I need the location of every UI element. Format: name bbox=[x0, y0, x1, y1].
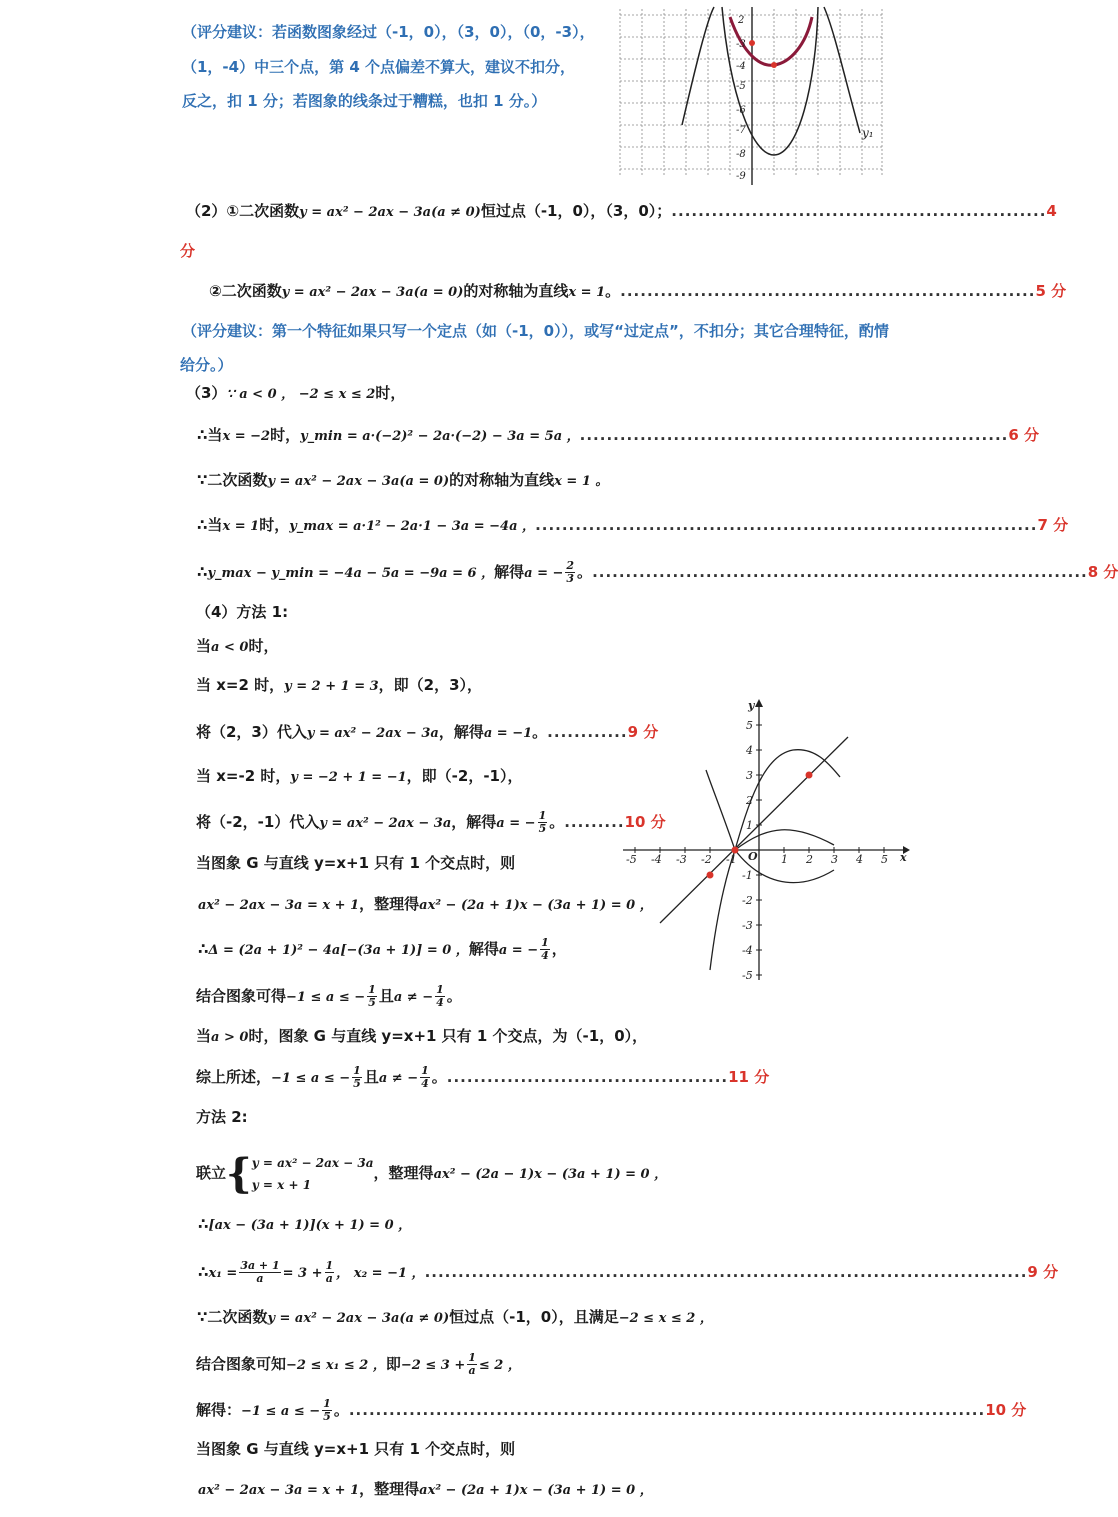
equation-system: y = ax² − 2ax − 3a y = x + 1 bbox=[251, 1155, 374, 1192]
part4-line: 综上所述，−1 ≤ a ≤ − $\frac{1}{5}$ 且a ≠ − $\frac{1}{4}$ 。..........................................11 分 bbox=[196, 1064, 770, 1090]
fraction: $\frac{1}{5}$ bbox=[538, 809, 547, 835]
fraction: $\frac{2}{3}$ bbox=[566, 559, 575, 585]
parabola-steep bbox=[706, 770, 735, 970]
score: 10 分 bbox=[985, 1401, 1027, 1419]
grading-note-line: （评分建议：若函数图象经过（-1，0），（3，0），（0，-3）， bbox=[182, 23, 595, 41]
y-tick: -3 bbox=[742, 919, 753, 932]
point-2-3 bbox=[806, 772, 813, 779]
line-y-x-plus-1 bbox=[660, 737, 848, 923]
part4-line: 当 x=-2 时，y = −2 + 1 = −1，即（-2，-1）， bbox=[196, 767, 523, 785]
outer-parabola bbox=[682, 7, 714, 125]
y-tick: -4 bbox=[742, 944, 753, 957]
fraction: $\frac{1}{5}$ bbox=[323, 1397, 331, 1423]
fraction: $\frac{1}{a}$ bbox=[325, 1259, 334, 1285]
x-tick: -1 bbox=[726, 853, 737, 866]
fraction: $\frac{3a + 1}{a}$ bbox=[240, 1259, 280, 1285]
part4-line: 当a < 0时， bbox=[196, 637, 279, 655]
left-brace: { bbox=[226, 1149, 252, 1197]
part4-heading: （4）方法 1: bbox=[196, 603, 289, 621]
x-tick: 5 bbox=[881, 853, 888, 866]
part4-line: 将（-2，-1）代入y = ax² − 2ax − 3a，解得a = − $\frac{1}{5}$ 。.........10 分 bbox=[196, 809, 666, 835]
part3-line: ∴当x = −2时，y_min = a·(−2)² − 2a·(−2) − 3a = 5a ，................................................................6 分 bbox=[197, 426, 1040, 444]
fraction: $\frac{1}{5}$ bbox=[353, 1064, 361, 1090]
x-tick: 4 bbox=[856, 853, 863, 866]
method2-line: 当图象 G 与直线 y=x+1 只有 1 个交点时，则 bbox=[196, 1440, 516, 1458]
y-tick: 2 bbox=[746, 794, 753, 807]
grading-note-line: 反之，扣 1 分；若图象的线条过于糟糕，也扣 1 分。） bbox=[182, 92, 547, 110]
parabola-graph-1 bbox=[612, 5, 890, 185]
score: 分 bbox=[180, 242, 196, 260]
fraction: $\frac{1}{a}$ bbox=[468, 1351, 476, 1377]
x-tick: 2 bbox=[806, 853, 813, 866]
fraction: $\frac{1}{4}$ bbox=[421, 1064, 429, 1090]
score: 6 分 bbox=[1008, 426, 1040, 444]
x-tick: 1 bbox=[781, 853, 788, 866]
y-tick: -5 bbox=[742, 969, 753, 982]
x-tick: -2 bbox=[701, 853, 712, 866]
part4-line: 当a > 0时，图象 G 与直线 y=x+1 只有 1 个交点，为（-1，0）， bbox=[196, 1027, 648, 1045]
y-tick: -1 bbox=[742, 869, 753, 882]
fraction: $\frac{1}{4}$ bbox=[436, 983, 444, 1009]
x-tick: 3 bbox=[831, 853, 838, 866]
x-tick: -3 bbox=[676, 853, 687, 866]
x-axis-label: x bbox=[900, 851, 907, 864]
method2-line: 结合图象可知−2 ≤ x₁ ≤ 2 ，即−2 ≤ 3 + $\frac{1}{a}$ ≤ 2 ， bbox=[196, 1351, 521, 1377]
part3-line: ∴y_max − y_min = −4a − 5a = −9a = 6 ，解得a = − $\frac{2}{3}$ 。..........................................................................8 分 bbox=[197, 559, 1118, 585]
part3-line: ∵二次函数y = ax² − 2ax − 3a(a = 0)的对称轴为直线x = 1 。 bbox=[197, 471, 609, 489]
fraction: $\frac{1}{4}$ bbox=[541, 936, 549, 962]
point-1-neg4 bbox=[771, 62, 777, 68]
grading-note-line: 给分。） bbox=[180, 356, 233, 374]
grading-note-line: （1，-4）中三个点，第 4 个点偏差不算大，建议不扣分， bbox=[182, 58, 575, 76]
method2-line: ∴[ax − (3a + 1)](x + 1) = 0 ， bbox=[198, 1215, 412, 1233]
x-tick: -5 bbox=[626, 853, 637, 866]
y-tick: -3 bbox=[736, 39, 746, 50]
fraction: $\frac{1}{5}$ bbox=[368, 983, 376, 1009]
method2-line: 解得：−1 ≤ a ≤ − $\frac{1}{5}$ 。...............................................................................................10 分 bbox=[196, 1397, 1027, 1423]
score: 9 分 bbox=[1027, 1263, 1059, 1281]
point-neg2-neg1 bbox=[707, 872, 714, 879]
part3-line: （3）∵ a < 0 ， −2 ≤ x ≤ 2时， bbox=[186, 384, 406, 402]
y-tick: -8 bbox=[736, 149, 746, 160]
part4-line: 当图象 G 与直线 y=x+1 只有 1 个交点时，则 bbox=[196, 854, 516, 872]
point-0-neg3 bbox=[749, 40, 755, 46]
method2-heading: 方法 2: bbox=[196, 1108, 248, 1126]
y-tick: 1 bbox=[746, 819, 753, 832]
y-tick: 5 bbox=[746, 719, 753, 732]
y-tick: -9 bbox=[736, 171, 746, 182]
y-tick: -7 bbox=[736, 125, 746, 136]
outer-parabola bbox=[824, 7, 860, 133]
method2-line: 联立{ y = ax² − 2ax − 3a y = x + 1 ，整理得ax² − (2a − 1)x − (3a + 1) = 0 ， bbox=[196, 1149, 668, 1197]
score: 8 分 bbox=[1087, 563, 1118, 581]
score: 7 分 bbox=[1037, 516, 1069, 534]
part4-line: 当 x=2 时，y = 2 + 1 = 3，即（2，3）， bbox=[196, 676, 483, 694]
method2-line: ∴x₁ = $\frac{3a + 1}{a}$ = 3 + $\frac{1}{a}$ ， x₂ = −1 ，..........................................................................................9 分 bbox=[198, 1259, 1059, 1285]
grading-note-line: （评分建议：第一个特征如果只写一个定点（如（-1，0）），或写“过定点”，不扣分；其它合理特征，酌情 bbox=[182, 322, 889, 340]
method2-line: ∵二次函数y = ax² − 2ax − 3a(a ≠ 0)恒过点（-1，0），且满足−2 ≤ x ≤ 2 ， bbox=[197, 1308, 713, 1326]
y-tick: 3 bbox=[746, 769, 753, 782]
y-tick: -5 bbox=[736, 81, 746, 92]
curve-label: y₁ bbox=[862, 126, 874, 140]
part2-line2: ②二次函数y = ax² − 2ax − 3a(a = 0)的对称轴为直线x = 1。..............................................................5 分 bbox=[209, 282, 1067, 300]
origin-label: O bbox=[748, 850, 758, 863]
y-tick: 4 bbox=[746, 744, 753, 757]
parabola-a-neg1-5 bbox=[735, 830, 834, 850]
y-tick: 2 bbox=[738, 15, 745, 26]
part2-line1: （2）①二次函数y = ax² − 2ax − 3a(a ≠ 0)恒过点（-1，0），（3，0）；........................................................4 bbox=[186, 202, 1057, 220]
score: 11 分 bbox=[728, 1068, 770, 1086]
part3-line: ∴当x = 1时，y_max = a·1² − 2a·1 − 3a = −4a ，...........................................................................7 分 bbox=[197, 516, 1069, 534]
score: 4 bbox=[1046, 202, 1057, 220]
part4-line: 结合图象可得−1 ≤ a ≤ − $\frac{1}{5}$ 且a ≠ − $\frac{1}{4}$ 。 bbox=[196, 983, 462, 1009]
score: 10 分 bbox=[624, 813, 666, 831]
method2-line: ax² − 2ax − 3a = x + 1，整理得ax² − (2a + 1)x − (3a + 1) = 0 ， bbox=[198, 1480, 653, 1498]
x-tick: -4 bbox=[651, 853, 662, 866]
score: 5 分 bbox=[1035, 282, 1067, 300]
score: 9 分 bbox=[627, 723, 659, 741]
y-tick: -2 bbox=[742, 894, 753, 907]
coordinate-graph-2 bbox=[618, 695, 913, 990]
part4-line: ∴Δ = (2a + 1)² − 4a[−(3a + 1)] = 0 ，解得a = − $\frac{1}{4}$ ， bbox=[198, 936, 567, 962]
y-tick: -4 bbox=[736, 61, 746, 72]
part4-line: 将（2，3）代入y = ax² − 2ax − 3a，解得a = −1。............9 分 bbox=[196, 723, 659, 741]
y-axis-arrow bbox=[755, 699, 763, 707]
part4-line: ax² − 2ax − 3a = x + 1，整理得ax² − (2a + 1)x − (3a + 1) = 0 ， bbox=[198, 895, 653, 913]
y-tick: -6 bbox=[736, 105, 746, 116]
y-axis-label: y bbox=[748, 699, 755, 712]
